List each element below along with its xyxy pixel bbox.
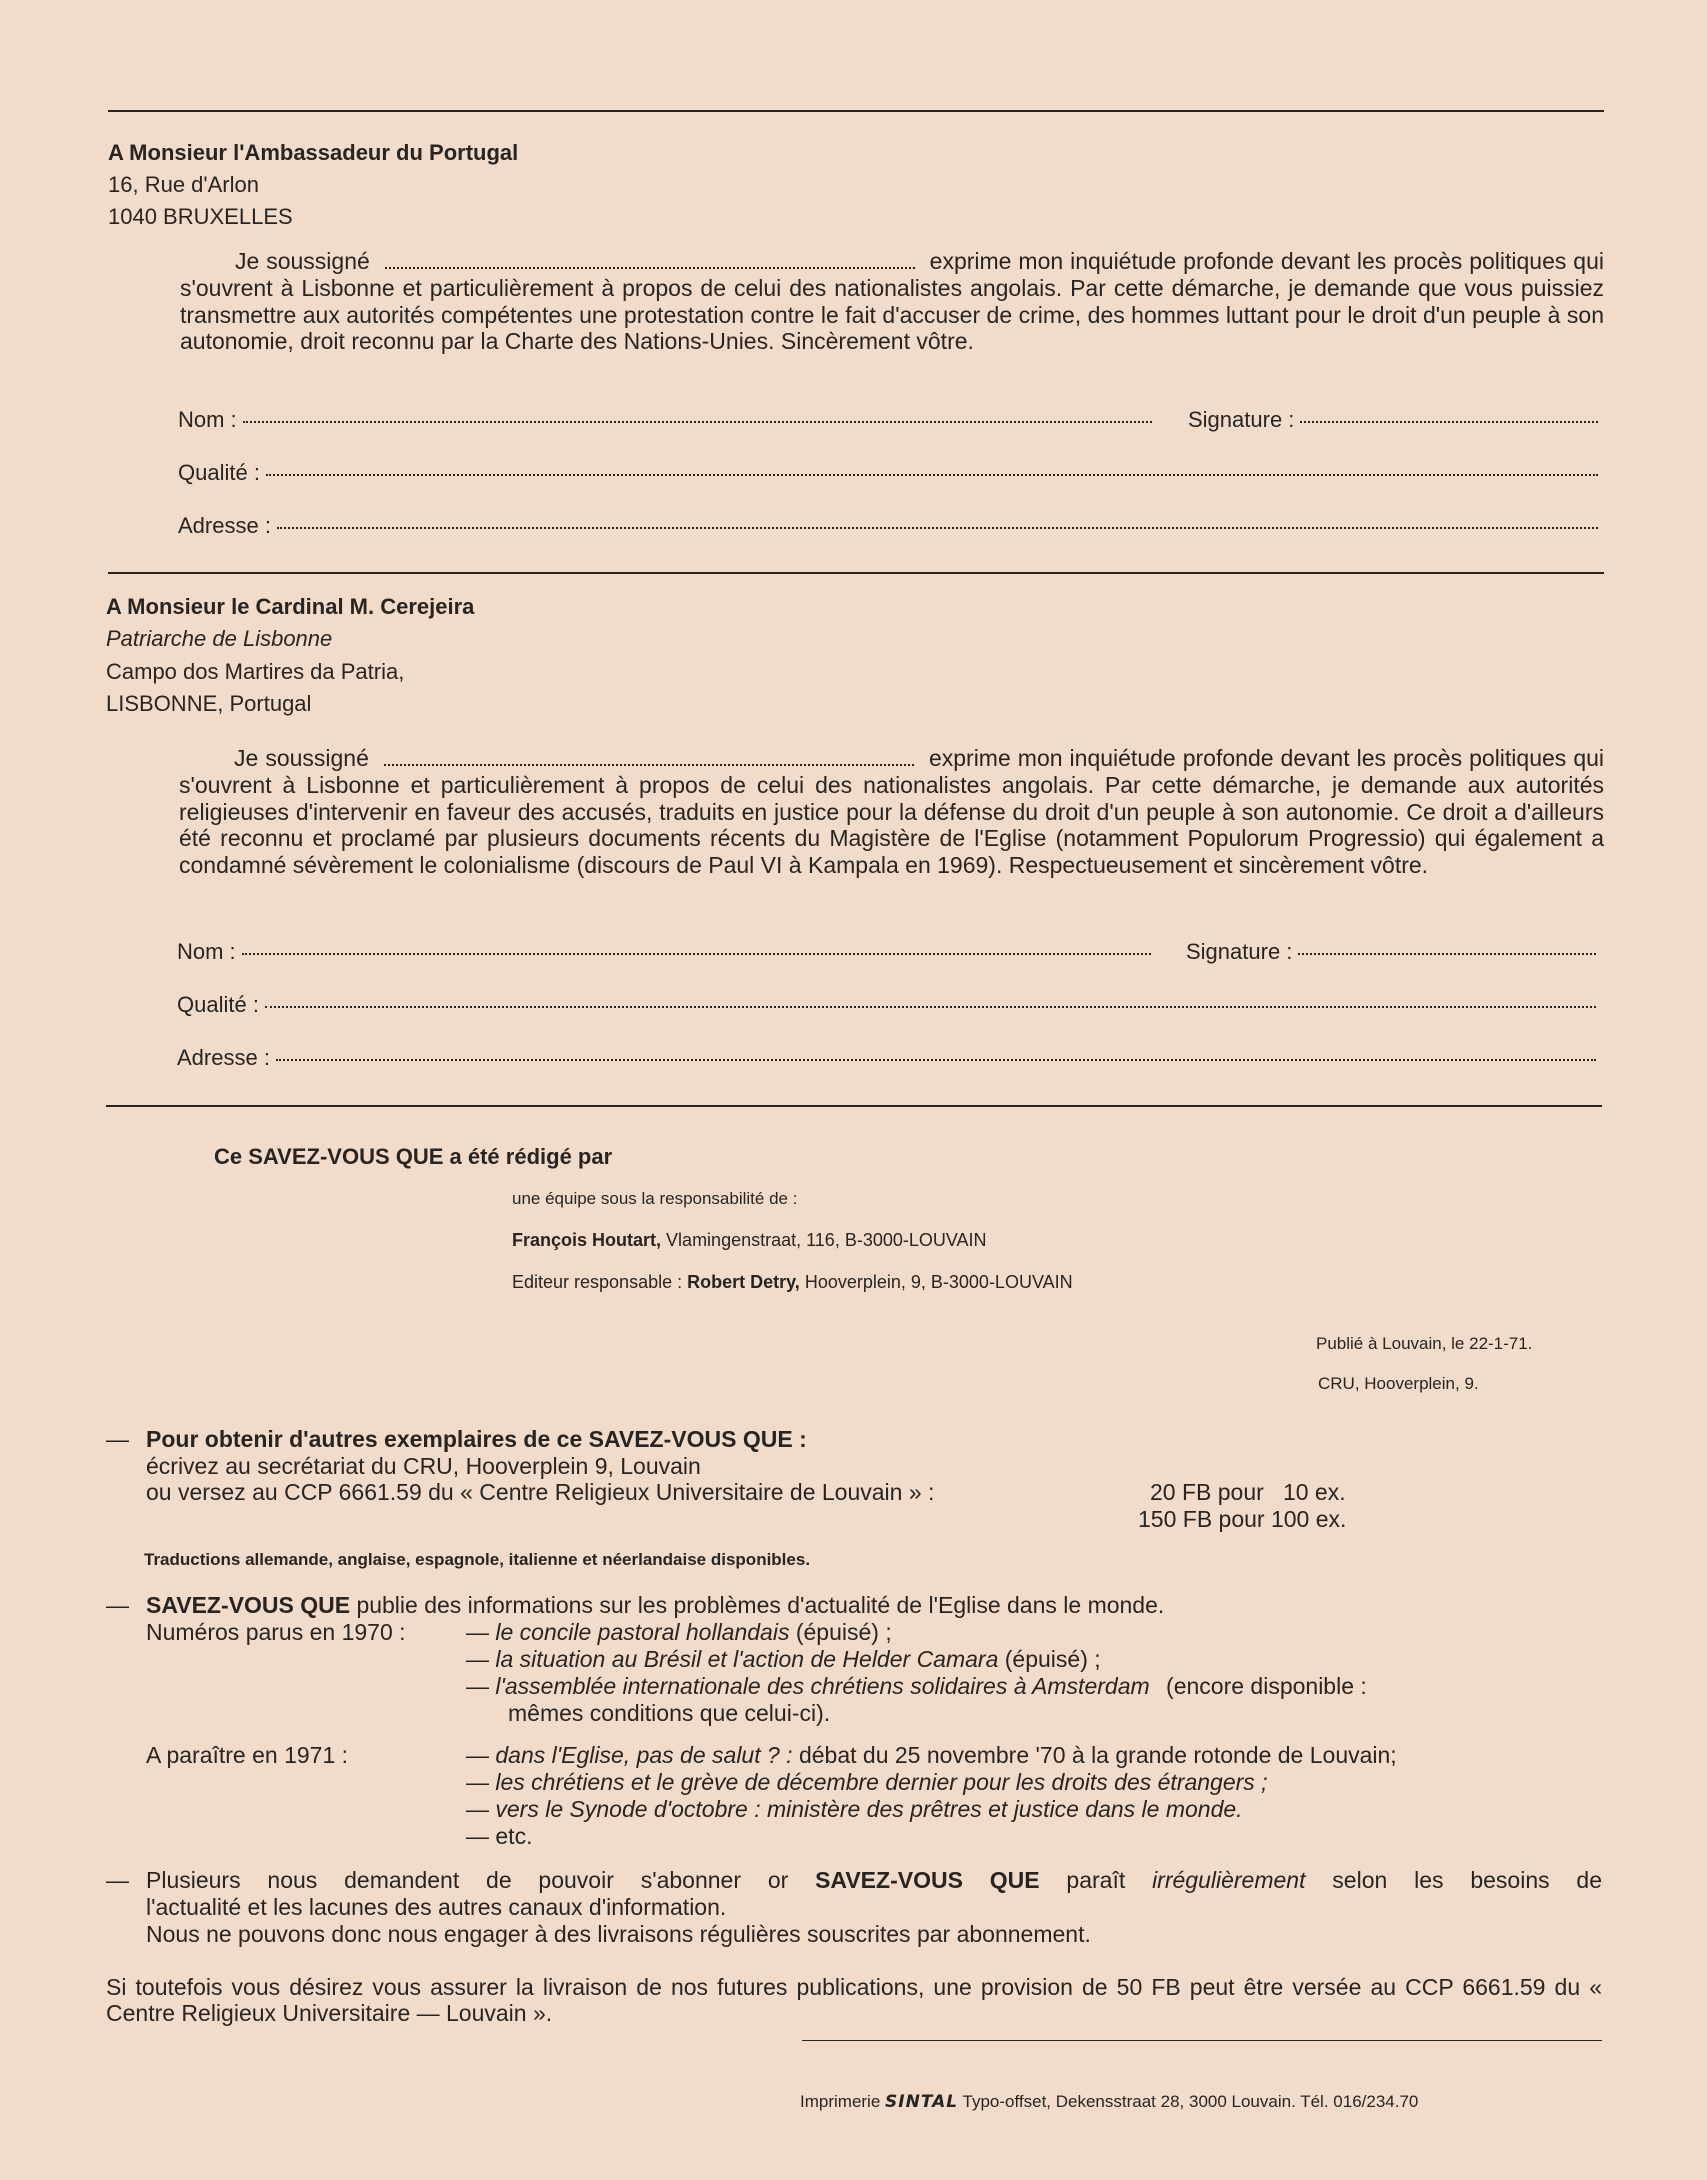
letter1-qualite-field[interactable]: [178, 458, 1604, 488]
letter2-address-line1: Campo dos Martires da Patria,: [106, 659, 405, 684]
publishes-brand: SAVEZ-VOUS QUE: [146, 1592, 351, 1618]
credits-editor-address: Hooverplein, 9, B-3000-LOUVAIN: [804, 1272, 1073, 1292]
issued-item-2: [466, 1646, 1101, 1673]
upcoming-item-2: [466, 1769, 1268, 1796]
issued-item-3-note: (encore disponible :: [1166, 1673, 1367, 1699]
letter2-qualite-label: Qualité :: [177, 992, 259, 1017]
credits-heading: Ce SAVEZ-VOUS QUE a été rédigé par: [214, 1144, 613, 1169]
upcoming-item-3-title: vers le Synode d'octobre : ministère des prêtres et justice dans le monde.: [495, 1796, 1243, 1822]
printer-rest: Typo-offset, Dekensstraat 28, 3000 Louvain. Tél. 016/234.70: [962, 2092, 1419, 2111]
letter1-signature-label: Signature :: [1188, 407, 1295, 432]
credits-published: Publié à Louvain, le 22-1-71.: [1316, 1334, 1533, 1353]
issued-item-1-note: (épuisé) ;: [795, 1619, 892, 1645]
upcoming-item-1-dash: —: [466, 1742, 489, 1768]
letter2-address-line2: LISBONNE, Portugal: [106, 691, 312, 716]
issued-item-2-dash: —: [466, 1646, 489, 1672]
upcoming-item-4-dash: —: [466, 1823, 489, 1849]
copies-line1: écrivez au secrétariat du CRU, Hooverplein 9, Louvain: [146, 1453, 701, 1479]
issued-item-1: [466, 1619, 892, 1646]
top-rule: [108, 110, 1604, 112]
letter1-nom-dots: [243, 421, 1152, 423]
printer-label: Imprimerie: [800, 2092, 881, 2111]
letter1-nom-label: Nom :: [178, 407, 237, 432]
letter2-qualite-dots: [265, 1006, 1596, 1008]
credits-editor-label: Editeur responsable :: [512, 1272, 683, 1292]
subscription-dash: —: [106, 1867, 129, 1893]
letter2-qualite-field[interactable]: [177, 990, 1602, 1020]
letter1-adresse-field[interactable]: [178, 511, 1604, 541]
publishes-upcoming-label: A paraître en 1971 :: [146, 1742, 349, 1768]
issued-item-2-note: (épuisé) ;: [1004, 1646, 1101, 1672]
letter2-title: Patriarche de Lisbonne: [106, 626, 333, 651]
issued-item-3-dash: —: [466, 1673, 489, 1699]
letter1-adresse-label: Adresse :: [178, 513, 271, 538]
letter2-signature-label: Signature :: [1186, 939, 1293, 964]
letter-divider: [108, 572, 1604, 574]
footer-rule: [802, 2040, 1602, 2041]
letter2-nom-dots: [242, 953, 1151, 955]
letter2-body: [179, 745, 1604, 879]
letter1-adresse-dots: [277, 527, 1598, 529]
subscription-provision: Si toutefois vous désirez vous assurer la livraison de nos futures publications, une provision de 50 FB peut être versée au CCP 6661.59 du « Centre Religieux Universitaire — Louvain ».: [106, 1974, 1602, 2026]
upcoming-item-4-title: etc.: [495, 1823, 533, 1849]
publishes-line: [146, 1592, 1164, 1619]
letter1-name-blank[interactable]: [385, 267, 915, 269]
copies-translations: Traductions allemande, anglaise, espagnole, italienne et néerlandaise disponibles.: [144, 1550, 811, 1569]
upcoming-item-1-title: dans l'Eglise, pas de salut ? :: [495, 1742, 793, 1768]
subscription-line2: l'actualité et les lacunes des autres canaux d'information.: [146, 1894, 727, 1920]
letter1-body-text: exprime mon inquiétude profonde devant les procès politiques qui s'ouvrent à Lisbonne et particulièrement à propos de celui des nationalistes angolais. Par cette démarche, je demande que vous puissiez transmettre aux autorités compétentes une protestation contre le fait d'accuser de crime, des hommes luttant pour le droit d'un peuple à son autonomie, droit reconnu par la Charte des Nations-Unies. Sincèrement vôtre.: [180, 248, 1605, 355]
upcoming-item-4: [466, 1823, 532, 1850]
copies-dash: —: [106, 1426, 129, 1452]
credits-author-address: Vlamingenstraat, 116, B-3000-LOUVAIN: [666, 1230, 987, 1250]
credits-author-name: François Houtart,: [512, 1230, 662, 1250]
issued-item-1-title: le concile pastoral hollandais: [495, 1619, 790, 1645]
printer-line: [800, 2090, 1418, 2114]
subscription-line3: Nous ne pouvons donc nous engager à des livraisons régulières souscrites par abonnement.: [146, 1921, 1091, 1947]
letter1-qualite-label: Qualité :: [178, 460, 260, 485]
credits-team-line: une équipe sous la responsabilité de :: [512, 1189, 798, 1208]
letter1-recipient: A Monsieur l'Ambassadeur du Portugal: [108, 140, 519, 165]
upcoming-item-2-dash: —: [466, 1769, 489, 1795]
issued-item-2-title: la situation au Brésil et l'action de Helder Camara: [495, 1646, 999, 1672]
upcoming-item-3-dash: —: [466, 1796, 489, 1822]
credits-editor-name: Robert Detry,: [687, 1272, 800, 1292]
credits-published-place: CRU, Hooverplein, 9.: [1318, 1374, 1479, 1393]
subscription-part3: selon les besoins de: [1332, 1867, 1603, 1893]
letter2-body-text: exprime mon inquiétude profonde devant les procès politiques qui s'ouvrent à Lisbonne et particulièrement à propos de celui des nationalistes angolais. Par cette démarche, je demande aux autorités religieuses d'intervenir en faveur des accusés, traduits en justice pour la défense du droit d'un peuple à son autonomie. Ce droit a d'ailleurs été reconnu et proclamé par plusieurs documents récents du Magistère de l'Eglise (notamment Populorum Progressio) qui également a condamné sévèrement le colonialisme (discours de Paul VI à Kampala en 1969). Respectueusement et sincèrement vôtre.: [179, 745, 1605, 879]
subscription-brand: SAVEZ-VOUS QUE: [815, 1867, 1040, 1893]
copies-heading: Pour obtenir d'autres exemplaires de ce SAVEZ-VOUS QUE :: [146, 1426, 807, 1452]
upcoming-item-1: [466, 1742, 1397, 1769]
letter2-name-blank[interactable]: [384, 764, 914, 766]
publishes-text: publie des informations sur les problèmes d'actualité de l'Eglise dans le monde.: [356, 1592, 1165, 1618]
letter1-nom-field[interactable]: [178, 405, 1158, 435]
subscription-line1: [146, 1867, 1602, 1894]
letter2-adresse-dots: [276, 1059, 1596, 1061]
subscription-emph: irrégulièrement: [1152, 1867, 1306, 1893]
subscription-part1: Plusieurs nous demandent de pouvoir s'abonner or: [146, 1867, 789, 1893]
letter2-adresse-field[interactable]: [177, 1043, 1602, 1073]
copies-price1: 20 FB pour 10 ex.: [1150, 1479, 1346, 1505]
copies-price2: 150 FB pour 100 ex.: [1138, 1506, 1347, 1532]
issued-item-1-dash: —: [466, 1619, 489, 1645]
letter2-adresse-label: Adresse :: [177, 1045, 270, 1070]
subscription-part2: paraît: [1066, 1867, 1126, 1893]
issued-item-3-cont: mêmes conditions que celui-ci).: [508, 1700, 831, 1726]
upcoming-item-3: [466, 1796, 1243, 1823]
copies-line2: ou versez au CCP 6661.59 du « Centre Religieux Universitaire de Louvain » :: [146, 1479, 935, 1505]
printer-logo: SINTAL: [885, 2092, 959, 2112]
letter1-signature-field[interactable]: [1188, 405, 1604, 435]
letter2-signature-dots: [1298, 953, 1596, 955]
upcoming-item-1-rest: débat du 25 novembre '70 à la grande rotonde de Louvain;: [798, 1742, 1397, 1768]
letter1-address-line2: 1040 BRUXELLES: [108, 204, 293, 229]
issued-item-3-title: l'assemblée internationale des chrétiens solidaires à Amsterdam: [495, 1673, 1150, 1699]
issued-item-3: [466, 1673, 1367, 1700]
letter1-address-line1: 16, Rue d'Arlon: [108, 172, 259, 197]
credits-divider: [106, 1105, 1602, 1107]
credits-editor-line: [512, 1270, 1073, 1294]
letter2-je-soussigne: Je soussigné: [234, 745, 369, 771]
letter1-body: [180, 248, 1604, 355]
credits-author-line: [512, 1228, 987, 1252]
letter2-signature-field[interactable]: [1186, 937, 1602, 967]
publishes-issued-label: Numéros parus en 1970 :: [146, 1619, 406, 1645]
letter1-qualite-dots: [266, 474, 1598, 476]
letter1-je-soussigne: Je soussigné: [235, 248, 370, 274]
letter2-nom-label: Nom :: [177, 939, 236, 964]
letter2-nom-field[interactable]: [177, 937, 1157, 967]
upcoming-item-2-title: les chrétiens et le grève de décembre dernier pour les droits des étrangers ;: [495, 1769, 1268, 1795]
letter1-signature-dots: [1300, 421, 1598, 423]
letter2-recipient: A Monsieur le Cardinal M. Cerejeira: [106, 594, 475, 619]
publishes-dash: —: [106, 1592, 129, 1618]
